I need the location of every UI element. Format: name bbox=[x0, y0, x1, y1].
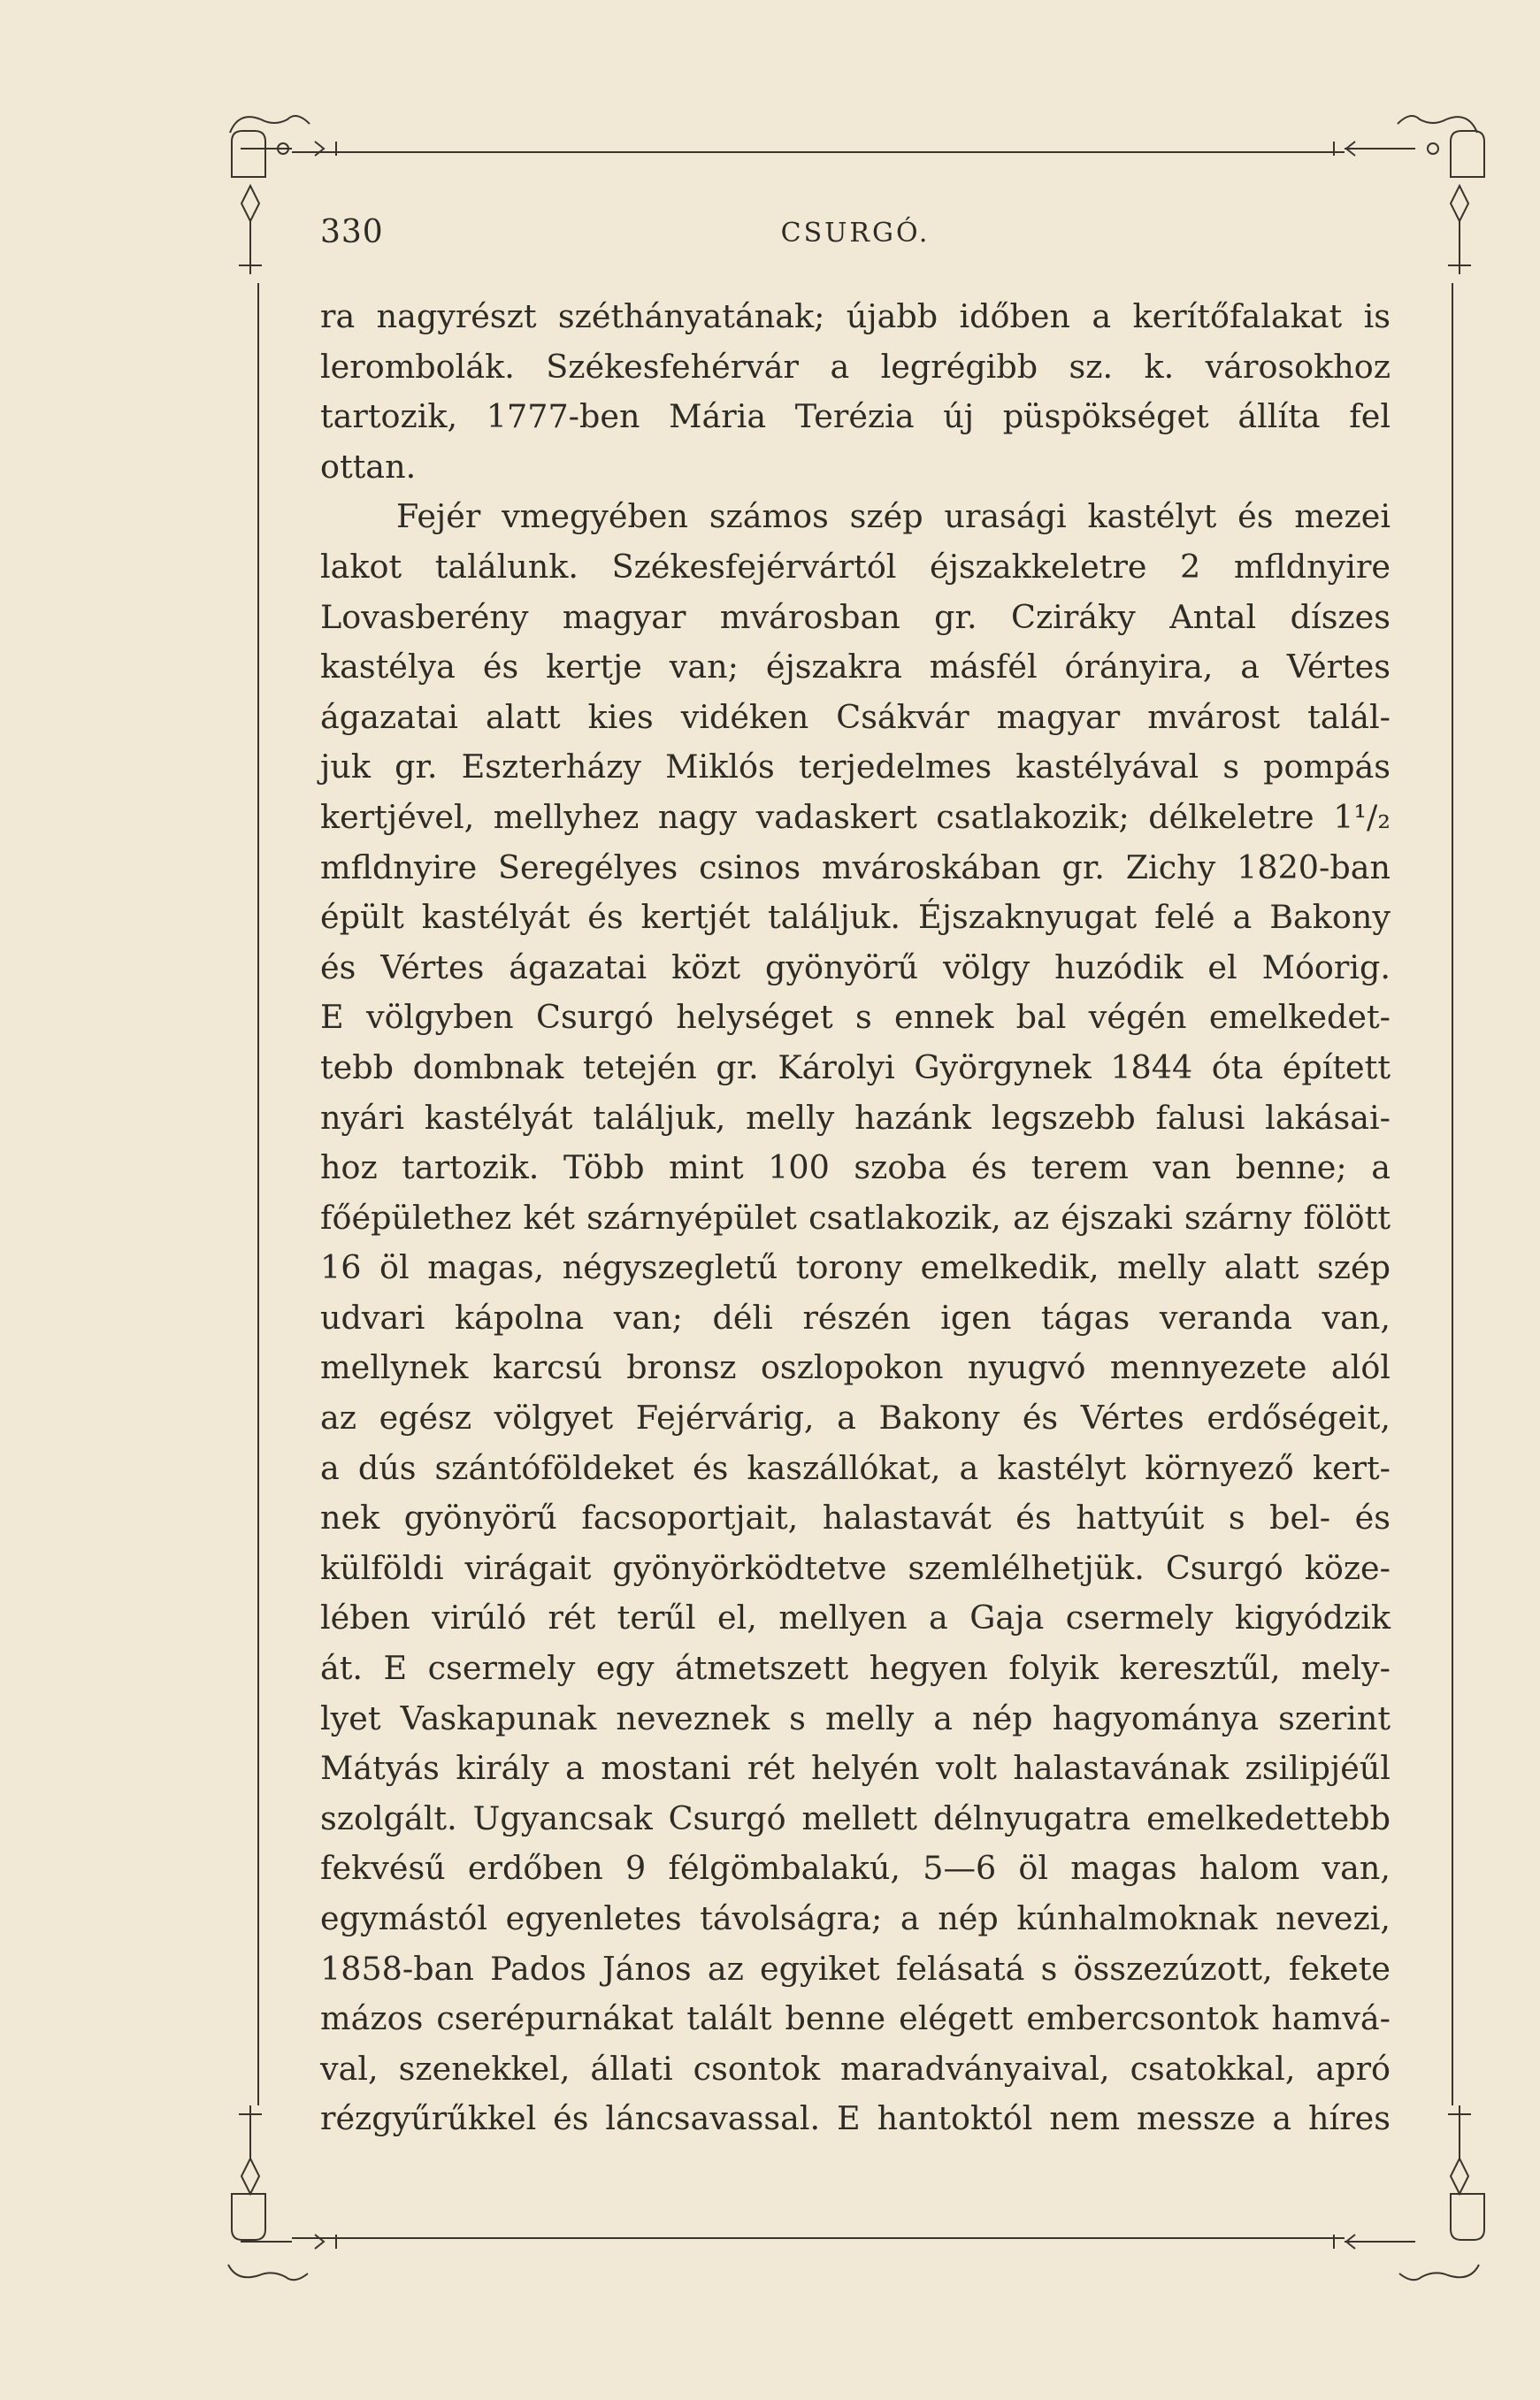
text-line: lyet Vaskapunak neveznek s melly a nép hagyománya szerint bbox=[320, 1698, 1391, 1737]
text-line: nyári kastélyát találjuk, melly hazánk legszebb falusi lakásai- bbox=[320, 1098, 1391, 1137]
text-line: udvari kápolna van; déli részén igen tágas veranda van, bbox=[320, 1298, 1391, 1337]
text-line: és Vértes ágazatai közt gyönyörű völgy huzódik el Móorig. bbox=[320, 947, 1391, 986]
text-line: mellynek karcsú bronsz oszlopokon nyugvó mennyezete alól bbox=[320, 1348, 1391, 1387]
body-text bbox=[320, 292, 1391, 2150]
text-line: E völgyben Csurgó helységet s ennek bal végén emelkedet- bbox=[320, 998, 1391, 1037]
text-line: kastélya és kertje van; éjszakra másfél órányira, a Vértes bbox=[320, 648, 1391, 686]
page-number: 330 bbox=[320, 214, 384, 250]
text-line: fekvésű erdőben 9 félgömbalakú, 5—6 öl magas halom van, bbox=[320, 1849, 1391, 1888]
text-line: rézgyűrűkkel és láncsavassal. E hantoktól nem messze a híres bbox=[320, 2099, 1391, 2138]
text-line: ra nagyrészt széthányatának; újabb időben a kerítőfalakat is bbox=[320, 297, 1391, 335]
text-line: ottan. bbox=[320, 447, 417, 486]
text-line: épült kastélyát és kertjét találjuk. Éjszaknyugat felé a Bakony bbox=[320, 898, 1391, 937]
running-title: CSURGÓ. bbox=[780, 218, 931, 249]
text-line: külföldi virágait gyönyörködtetve szemlélhetjük. Csurgó köze- bbox=[320, 1548, 1391, 1587]
page-header bbox=[320, 214, 1391, 267]
text-line: kertjével, mellyhez nagy vadaskert csatlakozik; délkeletre 1¹/₂ bbox=[320, 797, 1391, 836]
text-line: mázos cserépurnákat talált benne elégett embercsontok hamvá- bbox=[320, 1999, 1391, 2038]
text-line: hoz tartozik. Több mint 100 szoba és terem van benne; a bbox=[320, 1148, 1391, 1187]
text-line: nek gyönyörű facsoportjait, halastavát és hattyúit s bel- és bbox=[320, 1499, 1391, 1537]
text-line: a dús szántóföldeket és kaszállókat, a kastélyt környező kert- bbox=[320, 1448, 1391, 1487]
text-line: tebb dombnak tetején gr. Károlyi Györgynek 1844 óta épített bbox=[320, 1047, 1391, 1086]
text-line: Mátyás király a mostani rét helyén volt halastavának zsilipjéűl bbox=[320, 1749, 1391, 1788]
text-line: juk gr. Eszterházy Miklós terjedelmes kastélyával s pompás bbox=[320, 748, 1391, 786]
text-line: lakot találunk. Székesfejérvártól éjszakkeletre 2 mfldnyire bbox=[320, 547, 1391, 586]
text-line: lében virúló rét terűl el, mellyen a Gaja csermely kigyódzik bbox=[320, 1599, 1391, 1637]
text-line: az egész völgyet Fejérvárig, a Bakony és Vértes erdőségeit, bbox=[320, 1399, 1391, 1438]
text-line: val, szenekkel, állati csontok maradványaival, csatokkal, apró bbox=[320, 2049, 1391, 2088]
text-line: 1858-ban Pados János az egyiket felásatá s összezúzott, fekete bbox=[320, 1949, 1391, 1988]
text-line: Fejér vmegyében számos szép urasági kastélyt és mezei bbox=[396, 497, 1391, 536]
text-line: egymástól egyenletes távolságra; a nép kúnhalmoknak nevezi, bbox=[320, 1899, 1391, 1937]
text-line: lerombolák. Székesfehérvár a legrégibb sz. k. városokhoz bbox=[320, 347, 1391, 386]
text-line: át. E csermely egy átmetszett hegyen folyik keresztűl, mely- bbox=[320, 1649, 1391, 1688]
text-line: főépülethez két szárnyépület csatlakozik, az éjszaki szárny fölött bbox=[320, 1198, 1391, 1237]
text-line: Lovasberény magyar mvárosban gr. Cziráky Antal díszes bbox=[320, 597, 1391, 636]
text-line: ágazatai alatt kies vidéken Csákvár magyar mvárost talál- bbox=[320, 697, 1391, 736]
text-line: mfldnyire Seregélyes csinos mvároskában gr. Zichy 1820-ban bbox=[320, 847, 1391, 886]
text-line: tartozik, 1777-ben Mária Terézia új püspökséget állíta fel bbox=[320, 397, 1391, 436]
text-line: 16 öl magas, négyszegletű torony emelkedik, melly alatt szép bbox=[320, 1248, 1391, 1287]
text-line: szolgált. Ugyancsak Csurgó mellett délnyugatra emelkedettebb bbox=[320, 1798, 1391, 1837]
